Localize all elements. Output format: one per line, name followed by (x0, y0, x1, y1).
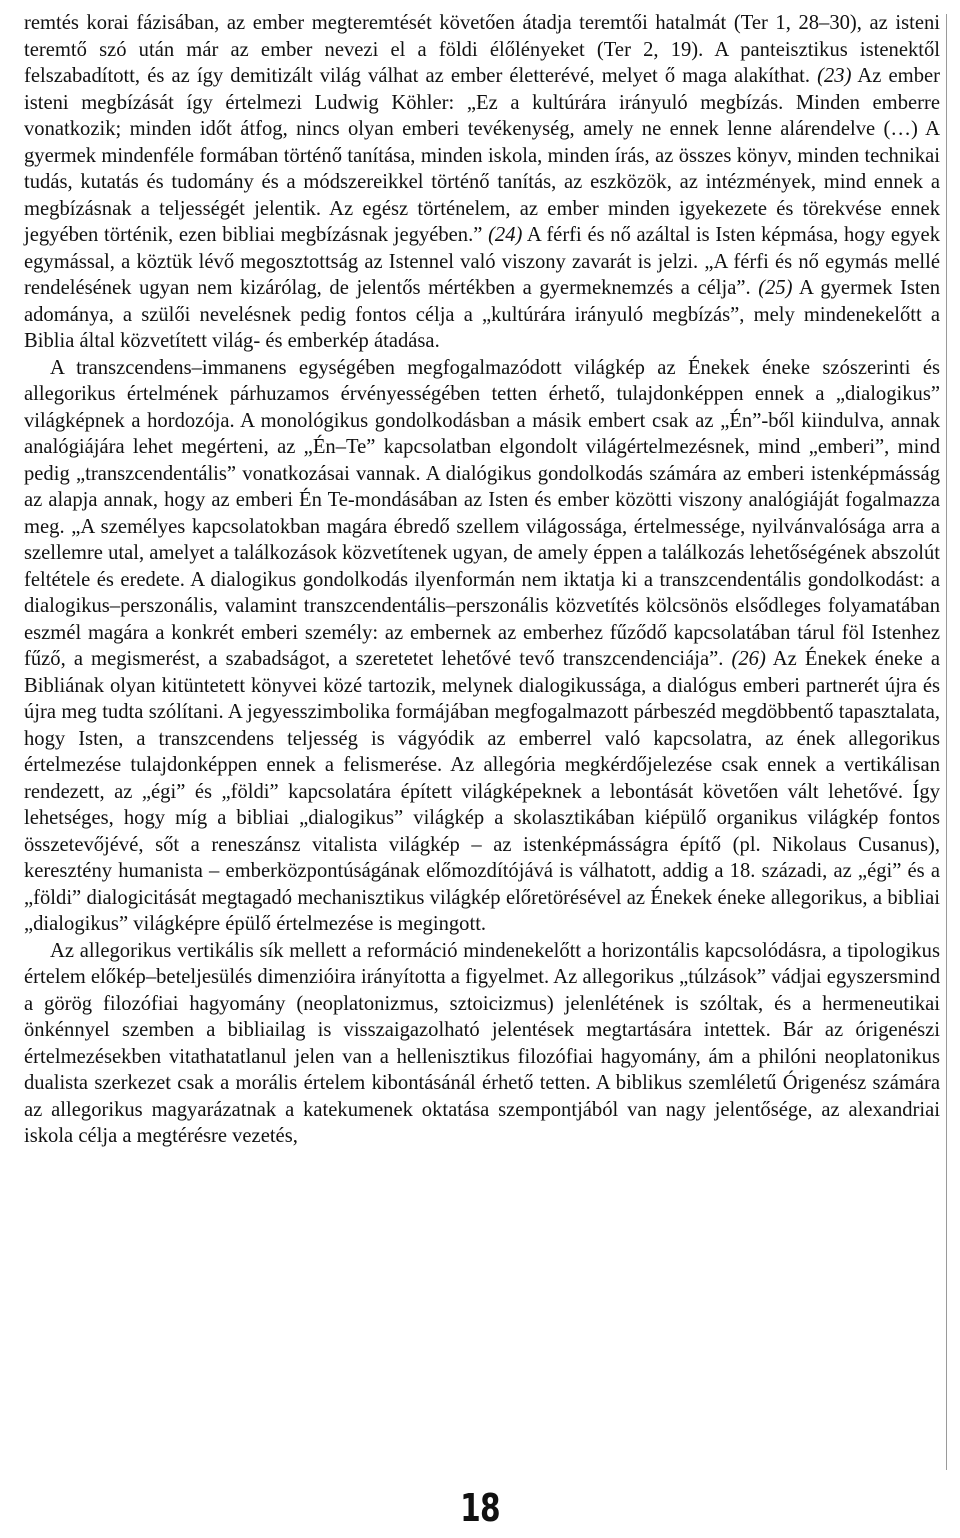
text-run: Az Énekek éneke a Bibliának olyan kitüntetett könyvei közé tartozik, melynek dialogikussága, a dialógus emberi partnerét újra és újra meg tudta szólítani. A jegyesszimbolika formájában megfogalmazott párbeszéd megdöbbentő tapasztalata, hogy Isten, a transzcendens teljesség is vágyódik az emberrel való kapcsolatra, az ének allegorikus értelmezése tulajdonképpen ennek a felismerése. Az allegória megkérdőjelezése csak ennek a vertikálisan rendezett, az „égi” és „földi” kapcsolatára épített világképeknek a lebontását követően vált lehetővé. Így lehetséges, hogy míg a bibliai „dialogikus” világkép a skolasztikában kiépülő organikus világkép fontos összetevőjévé, sőt a reneszánsz vitalista világkép – az istenképmásságra építő (pl. Nikolaus Cusanus), keresztény humanista – emberközpontúságának előmozdítójává is válhatott, addig a 18. századi, az „égi” és a „földi” dialogicitását megtagadó mechanisztikus világkép előretörésével az Énekek éneke allegorikus, a bibliai „dialogikus” világképre épülő értelmezése is megingott. (24, 648, 940, 935)
body-text-column (24, 10, 940, 1150)
paragraph (24, 10, 940, 355)
margin-rule (946, 14, 947, 1470)
text-run: Az ember isteni megbízását így értelmezi Ludwig Köhler: „Ez a kultúrára irányuló megbízás. Minden emberre vonatkozik; minden időt átfog, nincs olyan emberi tevékenység, amely ne ennek lenne alárendelve (…) A gyermek mindenféle formában történő tanítása, minden iskola, minden írás, az összes könyv, minden technikai tudás, kutatás és tudomány és a módszereikkel történő tanítás, az eszközök, az intézmények, mind ennek a megbízásnak a teljességét jelentik. Az egész történelem, az ember minden igyekezete és törekvése ennek jegyében történik, ezen bibliai megbízásnak jegyében.” (24, 65, 940, 246)
text-run: Az allegorikus vertikális sík mellett a reformáció mindenekelőtt a horizontális kapcsolódásra, a tipologikus értelem előkép–beteljesülés dimenzióira irányította a figyelmet. Az allegorikus „túlzások” vádjai egyszersmind a görög filozófiai hagyomány (neoplatonizmus, sztoicizmus) jelenlétének is szóltak, és a hermeneutikai önkénnyel szemben a bibliailag is visszaigazolható jelentések megtartására intettek. Bár az órigenészi értelmezésekben vitathatatlanul jelen van a hellenisztikus filozófiai hagyomány, ám a philóni neoplatonikus dualista szerkezet csak a morális értelem kibontásánál érhető tetten. A biblikus szemléletű Órigenész számára az allegorikus magyarázatnak a katekumenek oktatása szempontjából van nagy jelentősége, az alexandriai iskola célja a megtérésre vezetés, (24, 939, 940, 1147)
paragraph (24, 355, 940, 938)
text-run: A férfi és nő azáltal is Isten képmása, hogy egyek egymással, a köztük lévő megosztottság az Istennel való viszony zavarát is jelzi. „A férfi és nő egymás mellé rendelésének ugyan nem kizárólag, de jelentős mértékben a gyermeknemzés a célja”. (24, 224, 940, 299)
paragraph (24, 938, 940, 1150)
text-run: remtés korai fázisában, az ember megteremtését követően átadja teremtői hatalmát (Ter 1, 28–30), az isteni teremtő szó után már az ember nevezi el a földi élőlényeket (Ter 2, 19). A panteisztikus istenektől felszabadított, és az így demitizált világ válhat az ember életterévé, melyet ő maga alakíthat. (24, 12, 940, 87)
text-run: A transzcendens–immanens egységében megfogalmazódott világkép az Énekek éneke szószerinti és allegorikus értelmének párhuzamos érvényességében tetten érhető, tulajdonképpen ennek a „dialogikus” világképnek a hordozója. A monológikus gondolkodásban a másik embert csak az „Én”-ből kiindulva, annak analógiájára lehet megérteni, az „Én–Te” kapcsolatban elgondolt világértelmezésnek, mind „emberi”, mind pedig „transzcendentális” vonatkozásai vannak. A dialógikus gondolkodás számára az emberi istenképmásság az alapja annak, hogy az emberi Én Te-mondásában az Isten és ember közötti viszony analógiáját fogalmazza meg. „A személyes kapcsolatokban magára ébredő szellem világossága, értelmessége, nyilvánvalósága arra a szellemre utal, amelyet a találkozások közvetítenek ugyan, de amely éppen a találkozás lehetőségének abszolút feltétele és eredete. A dialogikus gondolkodás ilyenformán nem iktatja ki a transzcendentális gondolkodást: a dialogikus–perszonális, valamint transzcendentális–perszonális közvetítés kölcsönös elsődleges folyamatában eszmél magára a konkrét emberi személy: az embernek az emberhez fűződő kapcsolatában tárul föl Istenhez fűző, a megismerést, a szabadságot, a szeretetet lehetővé tevő transzcendenciája”. (24, 356, 940, 670)
page-number: 18 (460, 1486, 500, 1530)
note-reference: (26) (731, 648, 766, 670)
note-reference: (23) (817, 65, 852, 87)
note-reference: (24) (488, 224, 523, 246)
note-reference: (25) (758, 277, 793, 299)
text-run: A gyermek Isten adománya, a szülői nevelésnek pedig fontos célja a „kultúrára irányuló megbízás”, mely mindenekelőtt a Biblia által közvetített világ- és emberkép átadása. (24, 277, 941, 352)
